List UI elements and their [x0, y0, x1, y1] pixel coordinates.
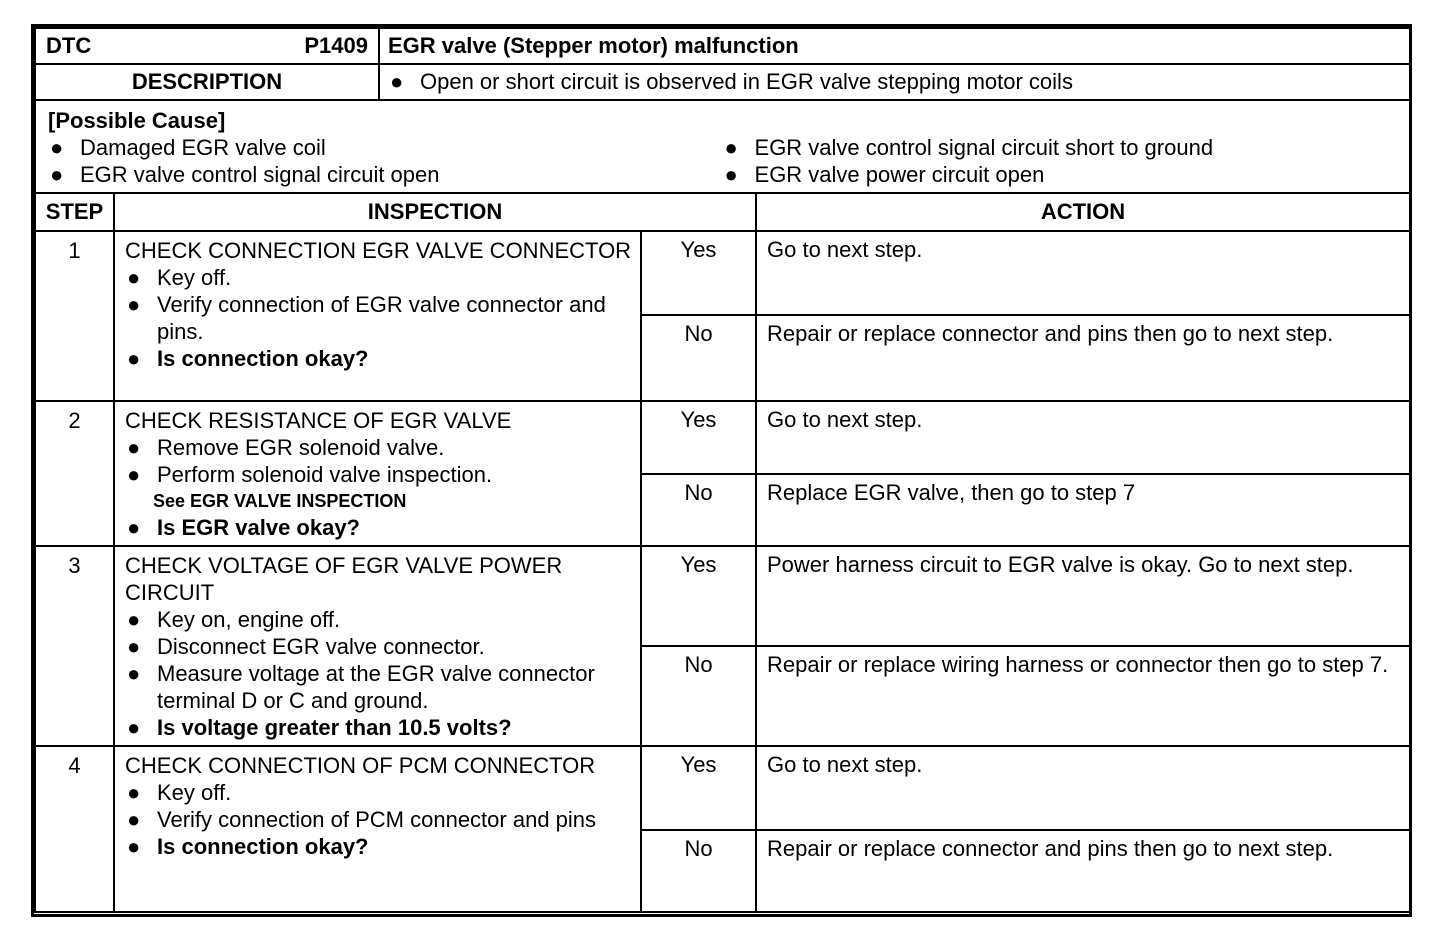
inspection-item: Key on, engine off.	[157, 607, 341, 632]
bullet-icon: ●	[390, 69, 404, 94]
inspection-question: Is connection okay?	[157, 834, 369, 859]
dtc-title: EGR valve (Stepper motor) malfunction	[379, 28, 1410, 64]
step-number: 2	[35, 401, 114, 546]
bullet-icon: ●	[127, 435, 141, 460]
yes-label: Yes	[641, 746, 756, 830]
bullet-icon: ●	[127, 462, 141, 487]
inspection-item: Measure voltage at the EGR valve connector terminal D or C and ground.	[157, 661, 595, 713]
dtc-code: P1409	[304, 33, 368, 58]
inspection-question: Is connection okay?	[157, 346, 369, 371]
bullet-icon: ●	[127, 715, 141, 740]
step-heading: CHECK CONNECTION EGR VALVE CONNECTOR	[125, 238, 632, 263]
cause-list-right	[723, 134, 1398, 188]
inspection-item: Verify connection of PCM connector and pins	[157, 807, 597, 832]
cause-item: EGR valve control signal circuit open	[80, 162, 440, 187]
inspection-cell	[114, 231, 641, 401]
cause-item: EGR valve power circuit open	[754, 162, 1045, 187]
step-heading: CHECK VOLTAGE OF EGR VALVE POWER CIRCUIT	[125, 553, 563, 605]
no-action: Replace EGR valve, then go to step 7	[756, 474, 1410, 547]
step-number: 1	[35, 231, 114, 401]
bullet-icon: ●	[724, 162, 738, 187]
bullet-icon: ●	[127, 634, 141, 659]
cause-item: Damaged EGR valve coil	[80, 135, 326, 160]
description-text: Open or short circuit is observed in EGR valve stepping motor coils	[420, 69, 1073, 94]
inspection-item: Verify connection of EGR valve connector and pins.	[157, 292, 606, 344]
step-heading: CHECK RESISTANCE OF EGR VALVE	[125, 408, 512, 433]
yes-action: Power harness circuit to EGR valve is okay. Go to next step.	[756, 546, 1410, 646]
step-row	[35, 546, 1410, 646]
step-row	[35, 746, 1410, 830]
step-row	[35, 401, 1410, 474]
possible-cause-title: [Possible Cause]	[48, 108, 226, 133]
yes-label: Yes	[641, 546, 756, 646]
dtc-label: DTC	[46, 33, 92, 58]
inspection-item: Remove EGR solenoid valve.	[157, 435, 445, 460]
yes-action: Go to next step.	[756, 401, 1410, 474]
step-heading: CHECK CONNECTION OF PCM CONNECTOR	[125, 753, 596, 778]
no-label: No	[641, 830, 756, 912]
column-header-row	[35, 193, 1410, 231]
inspection-item: Key off.	[157, 265, 232, 290]
no-action: Repair or replace connector and pins then go to next step.	[756, 315, 1410, 401]
step-number: 3	[35, 546, 114, 746]
bullet-icon: ●	[127, 780, 141, 805]
inspection-column-header: INSPECTION	[114, 193, 756, 231]
action-column-header: ACTION	[756, 193, 1410, 231]
description-label: DESCRIPTION	[35, 64, 379, 100]
dtc-table	[34, 27, 1411, 913]
bullet-icon: ●	[127, 834, 141, 859]
inspection-item: Perform solenoid valve inspection.	[157, 462, 493, 487]
cause-item: EGR valve control signal circuit short to ground	[754, 135, 1214, 160]
bullet-icon: ●	[127, 661, 141, 686]
no-label: No	[641, 474, 756, 547]
inspection-item: Key off.	[157, 780, 232, 805]
bullet-icon: ●	[127, 607, 141, 632]
cause-list-left	[48, 134, 723, 188]
no-action: Repair or replace connector and pins then go to next step.	[756, 830, 1410, 912]
see-reference: See EGR VALVE INSPECTION	[153, 491, 407, 511]
yes-action: Go to next step.	[756, 231, 1410, 315]
inspection-question: Is EGR valve okay?	[157, 515, 360, 540]
possible-cause-row	[35, 100, 1410, 193]
inspection-cell	[114, 746, 641, 912]
inspection-item: Disconnect EGR valve connector.	[157, 634, 485, 659]
bullet-icon: ●	[50, 162, 64, 187]
step-number: 4	[35, 746, 114, 912]
bullet-icon: ●	[724, 135, 738, 160]
yes-label: Yes	[641, 401, 756, 474]
description-row	[35, 64, 1410, 100]
bullet-icon: ●	[127, 807, 141, 832]
no-action: Repair or replace wiring harness or connector then go to step 7.	[756, 646, 1410, 746]
bullet-icon: ●	[127, 292, 141, 317]
yes-action: Go to next step.	[756, 746, 1410, 830]
inspection-cell	[114, 401, 641, 546]
bullet-icon: ●	[50, 135, 64, 160]
bullet-icon: ●	[127, 346, 141, 371]
yes-label: Yes	[641, 231, 756, 315]
bullet-icon: ●	[127, 515, 141, 540]
bullet-icon: ●	[127, 265, 141, 290]
dtc-procedure-sheet	[31, 24, 1412, 917]
no-label: No	[641, 646, 756, 746]
step-row	[35, 231, 1410, 315]
inspection-question: Is voltage greater than 10.5 volts?	[157, 715, 512, 740]
inspection-cell	[114, 546, 641, 746]
dtc-row	[35, 28, 1410, 64]
step-column-header: STEP	[35, 193, 114, 231]
no-label: No	[641, 315, 756, 401]
